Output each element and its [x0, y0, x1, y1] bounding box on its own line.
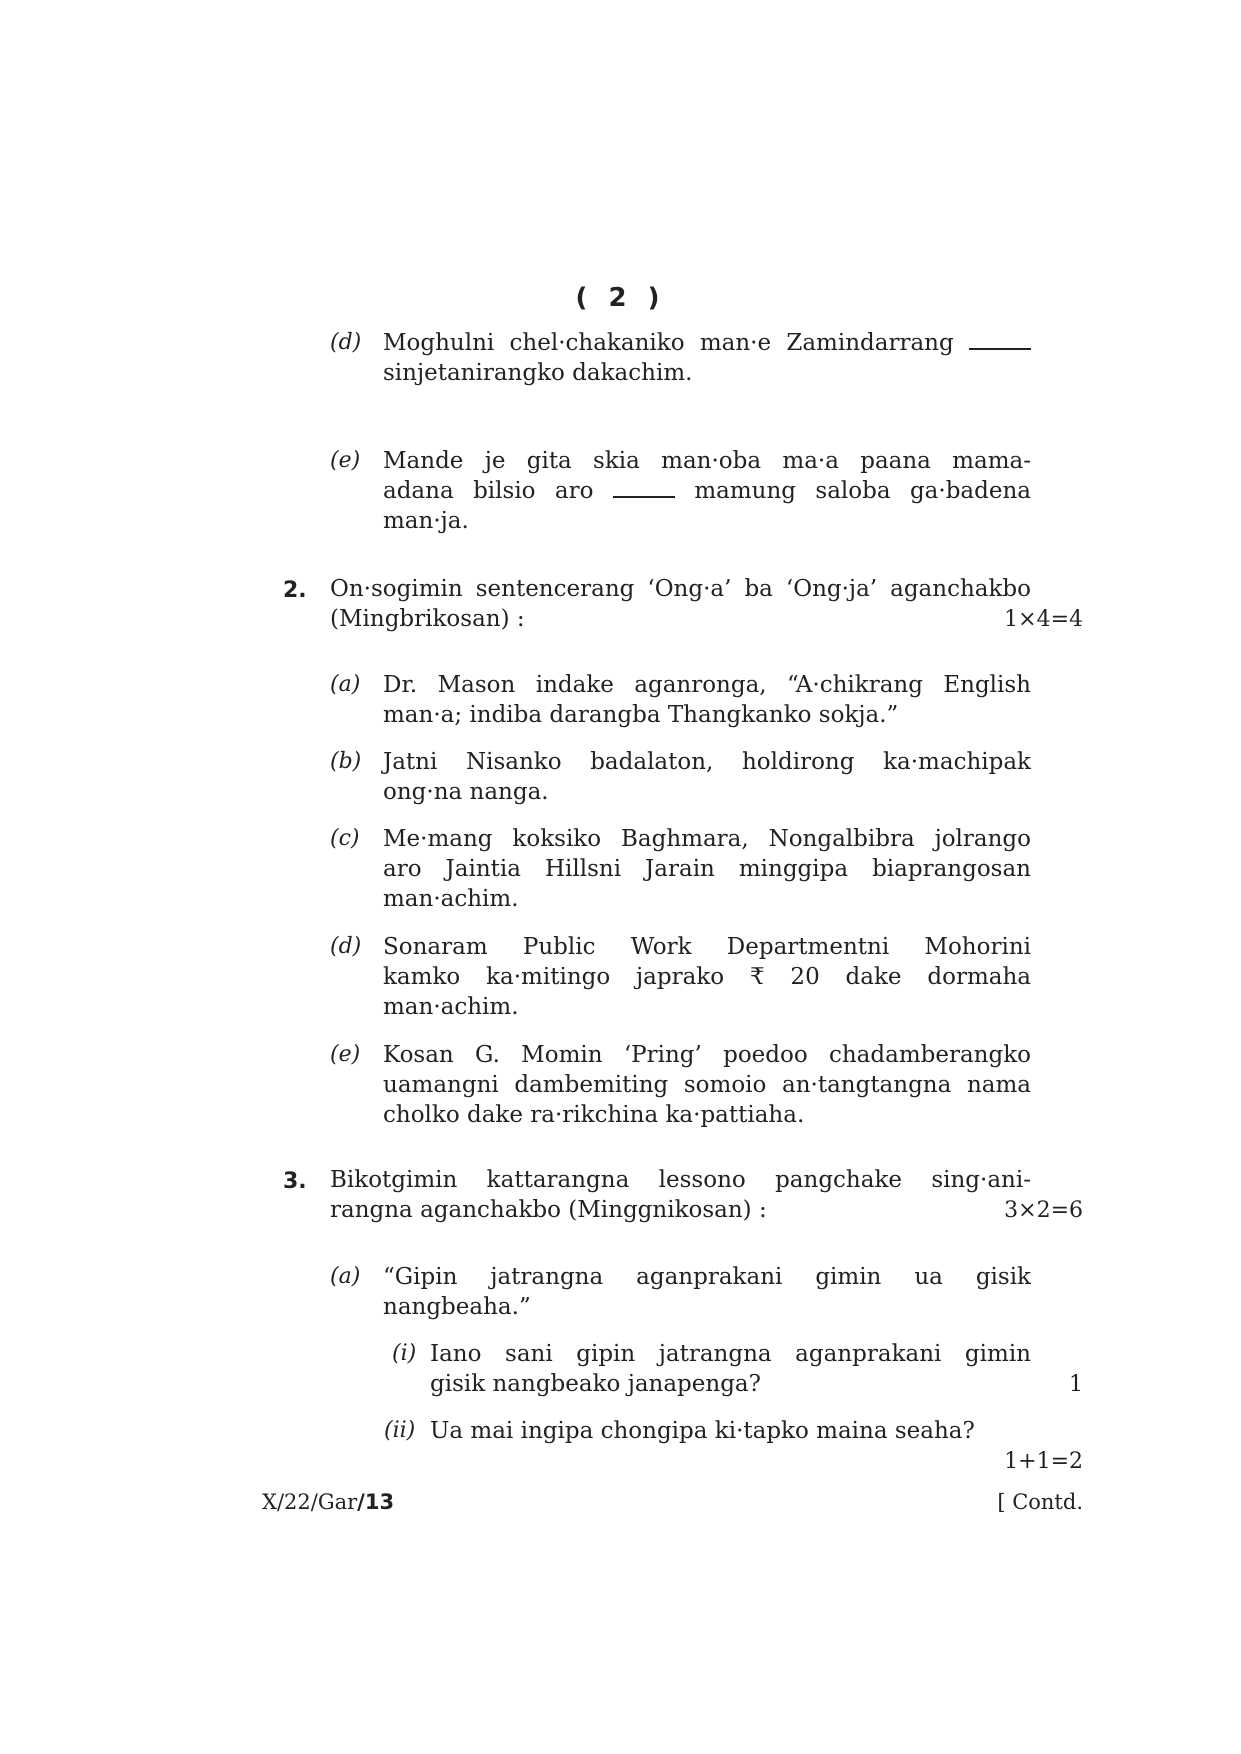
- page-number: ( 2 ): [575, 283, 666, 313]
- item-line: sinjetanirangko dakachim.: [383, 360, 693, 386]
- item-line: man·achim.: [383, 994, 519, 1020]
- item-line: Kosan G. Momin ‘Pring’ poedoo chadamberangko: [383, 1042, 1031, 1068]
- paper-code: X/22/Gar/13: [262, 1490, 395, 1514]
- item-line: nangbeaha.”: [383, 1294, 531, 1320]
- item-line: gisik nangbeako janapenga?: [430, 1371, 761, 1397]
- marks: 1: [1069, 1372, 1083, 1397]
- item-line: Me·mang koksiko Baghmara, Nongalbibra jolrango: [383, 826, 1031, 852]
- item-label: (d): [330, 330, 362, 355]
- item-line: Ua mai ingipa chongipa ki·tapko maina seaha?: [430, 1418, 975, 1444]
- item-line: Moghulni chel·chakaniko man·e Zamindarrang: [383, 328, 1031, 358]
- question-instruction: rangna aganchakbo (Minggnikosan) :: [330, 1197, 767, 1223]
- item-line: man·ja.: [383, 508, 469, 534]
- question-instruction: On·sogimin sentencerang ‘Ong·a’ ba ‘Ong·ja’ aganchakbo: [330, 576, 1031, 602]
- item-line: man·achim.: [383, 886, 519, 912]
- item-label: (d): [330, 934, 362, 959]
- question-number: 3.: [283, 1169, 307, 1194]
- item-line: uamangni dambemiting somoio an·tangtangna nama: [383, 1072, 1031, 1098]
- item-line: ong·na nanga.: [383, 779, 549, 805]
- item-label: (e): [330, 1042, 361, 1067]
- item-line: man·a; indiba darangba Thangkanko sokja.”: [383, 702, 899, 728]
- item-line: Sonaram Public Work Departmentni Mohorini: [383, 934, 1031, 960]
- item-line: adana bilsio aro mamung saloba ga·badena: [383, 478, 1032, 504]
- item-line: aro Jaintia Hillsni Jarain minggipa biaprangosan: [383, 856, 1031, 882]
- marks: 1+1=2: [1004, 1449, 1083, 1474]
- item-label: (a): [330, 672, 361, 697]
- item-line: Mande je gita skia man·oba ma·a paana mama-: [383, 448, 1031, 474]
- item-line: cholko dake ra·rikchina ka·pattiaha.: [383, 1102, 805, 1128]
- item-line: Dr. Mason indake aganronga, “A·chikrang English: [383, 672, 1031, 698]
- item-label: (c): [330, 826, 360, 851]
- item-label: (i): [392, 1341, 417, 1366]
- item-label: (e): [330, 448, 361, 473]
- answer-blank: [613, 478, 675, 498]
- continued-note: [ Contd.: [997, 1490, 1083, 1514]
- answer-blank: [969, 330, 1031, 350]
- question-instruction: (Mingbrikosan) :: [330, 606, 525, 632]
- question-instruction: Bikotgimin kattarangna lessono pangchake sing·ani-: [330, 1167, 1031, 1193]
- item-label: (b): [330, 749, 362, 774]
- item-line: “Gipin jatrangna aganprakani gimin ua gisik: [383, 1264, 1031, 1290]
- item-label: (a): [330, 1264, 361, 1289]
- item-line: Jatni Nisanko badalaton, holdirong ka·machipak: [383, 749, 1031, 775]
- marks: 1×4=4: [1004, 607, 1083, 632]
- item-line: Iano sani gipin jatrangna aganprakani gimin: [430, 1341, 1031, 1367]
- item-line: kamko ka·mitingo japrako ₹ 20 dake dormaha: [383, 964, 1031, 990]
- item-label: (ii): [384, 1418, 416, 1443]
- marks: 3×2=6: [1004, 1198, 1083, 1223]
- question-number: 2.: [283, 578, 307, 603]
